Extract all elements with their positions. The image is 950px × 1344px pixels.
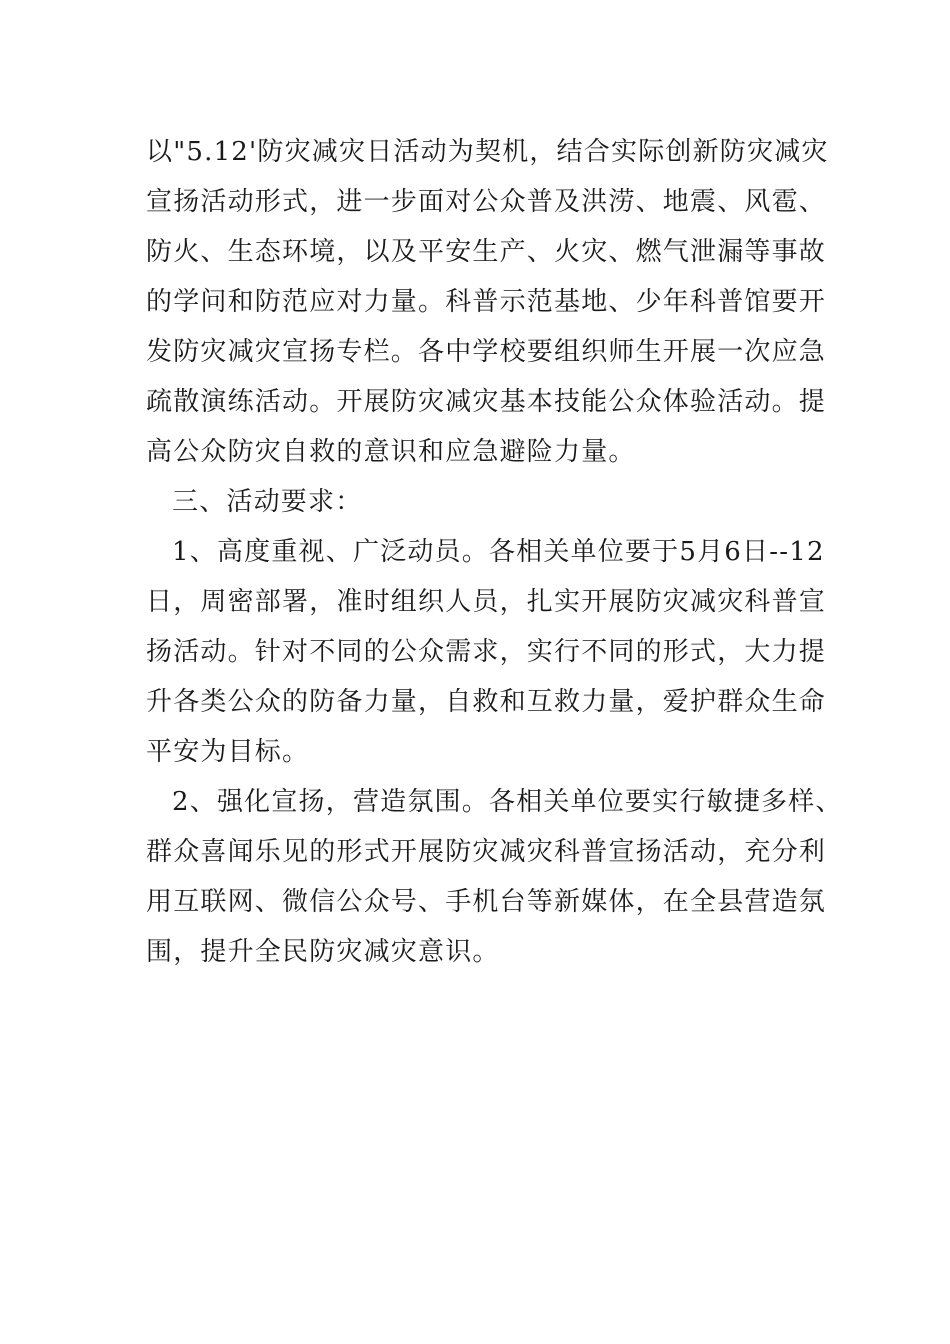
- list-item-line: 升各类公众的防备力量，自救和互救力量，爱护群众生命: [146, 687, 827, 717]
- list-item-line: 群众喜闻乐见的形式开展防灾减灾科普宣扬活动，充分利: [146, 837, 827, 867]
- list-item-line: 用互联网、微信公众号、手机台等新媒体，在全县营造氛: [146, 887, 827, 917]
- section-heading: 三、活动要求：: [172, 487, 363, 517]
- paragraph-line: 以"5.12'防灾减灾日活动为契机，结合实际创新防灾减灾: [146, 137, 829, 167]
- list-item-line: 日，周密部署，准时组织人员，扎实开展防灾减灾科普宣: [146, 587, 827, 617]
- list-item-line: 1、高度重视、广泛动员。各相关单位要于5月6日--12: [172, 537, 825, 567]
- paragraph-line: 宣扬活动形式，进一步面对公众普及洪涝、地震、风雹、: [146, 187, 827, 217]
- list-item-line: 2、强化宣扬，营造氛围。各相关单位要实行敏捷多样、: [172, 787, 843, 817]
- list-item-line: 围，提升全民防灾减灾意识。: [146, 937, 500, 967]
- paragraph-line: 发防灾减灾宣扬专栏。各中学校要组织师生开展一次应急: [146, 337, 827, 367]
- paragraph-line: 高公众防灾自救的意识和应急避险力量。: [146, 437, 636, 467]
- paragraph-line: 疏散演练活动。开展防灾减灾基本技能公众体验活动。提: [146, 387, 827, 417]
- paragraph-line: 的学问和防范应对力量。科普示范基地、少年科普馆要开: [146, 287, 827, 317]
- paragraph-line: 防火、生态环境，以及平安生产、火灾、燃气泄漏等事故: [146, 237, 827, 267]
- list-item-line: 扬活动。针对不同的公众需求，实行不同的形式，大力提: [146, 637, 827, 667]
- list-item-line: 平安为目标。: [146, 737, 310, 767]
